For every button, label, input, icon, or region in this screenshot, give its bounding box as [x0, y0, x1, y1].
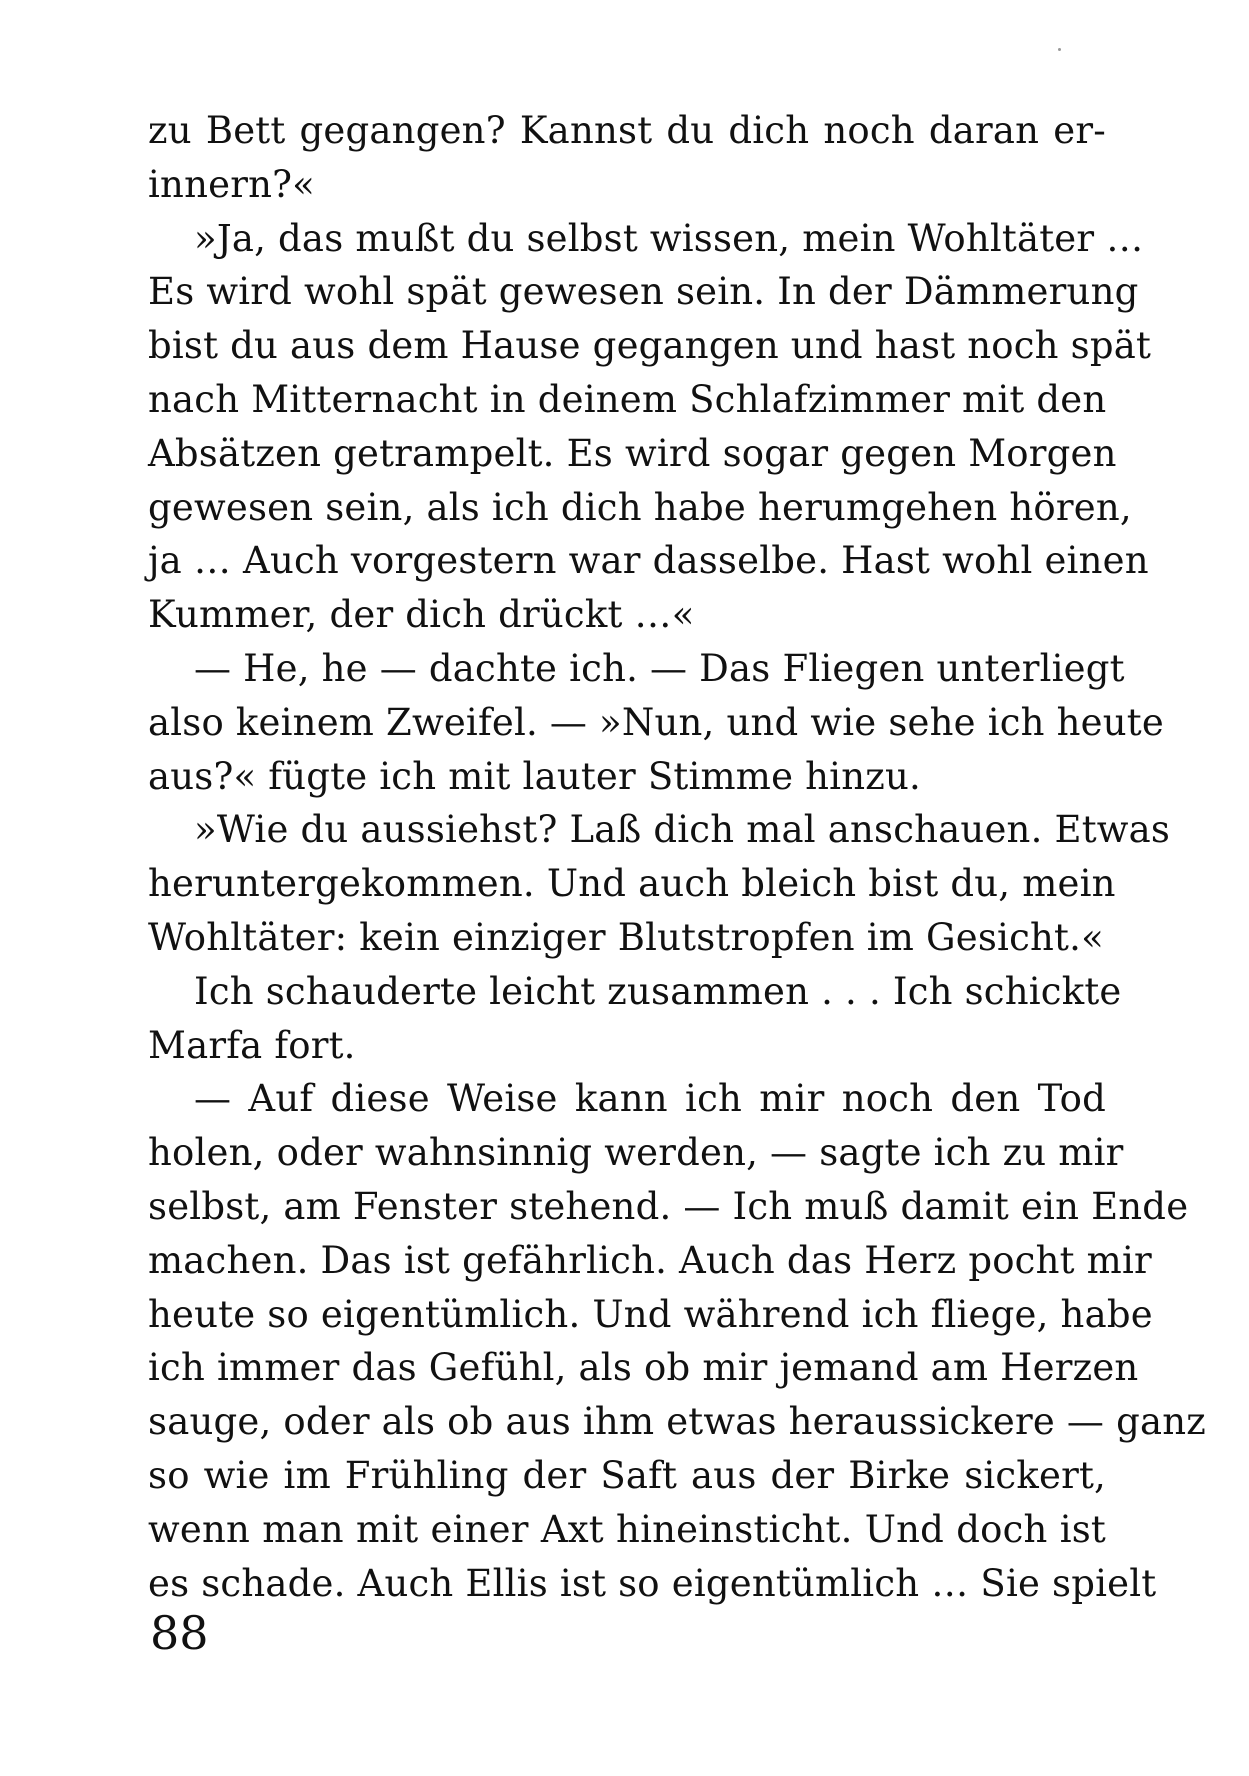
- text-line: wenn man mit einer Axt hineinsticht. Und doch ist: [148, 1507, 1106, 1551]
- text-line: aus?« fügte ich mit lauter Stimme hinzu.: [148, 754, 921, 798]
- text-line: gewesen sein, als ich dich habe herumgehen hören,: [148, 485, 1132, 529]
- text-line: — Auf diese Weise kann ich mir noch den Tod: [194, 1077, 1106, 1121]
- text-line: holen, oder wahnsinnig werden, — sagte ich zu mir: [148, 1131, 1124, 1175]
- text-line: — He, he — dachte ich. — Das Fliegen unterliegt: [194, 646, 1125, 690]
- text-line: Es wird wohl spät gewesen sein. In der Dämmerung: [148, 270, 1139, 314]
- text-line: ich immer das Gefühl, als ob mir jemand am Herzen: [148, 1346, 1139, 1390]
- text-line: heute so eigentümlich. Und während ich fliege, habe: [148, 1292, 1153, 1336]
- paper-speck: [1058, 48, 1061, 51]
- text-line: es schade. Auch Ellis ist so eigentümlich … Sie spielt: [148, 1561, 1157, 1605]
- text-line: zu Bett gegangen? Kannst du dich noch daran er-: [148, 109, 1106, 152]
- body-text: [148, 104, 1206, 1610]
- text-line: Marfa fort.: [148, 1023, 356, 1067]
- text-line: Kummer, der dich drückt …«: [148, 593, 695, 637]
- text-line: so wie im Frühling der Saft aus der Birke sickert,: [148, 1453, 1106, 1497]
- text-line: ja … Auch vorgestern war dasselbe. Hast wohl einen: [148, 539, 1149, 583]
- text-line: Wohltäter: kein einziger Blutstropfen im Gesicht.«: [148, 915, 1104, 959]
- text-line: nach Mitternacht in deinem Schlafzimmer mit den: [148, 377, 1107, 421]
- text-line: Absätzen getrampelt. Es wird sogar gegen Morgen: [148, 431, 1117, 475]
- text-line: »Wie du aussiehst? Laß dich mal anschauen. Etwas: [194, 808, 1171, 852]
- page-number: 88: [150, 1606, 209, 1660]
- text-line: also keinem Zweifel. — »Nun, und wie sehe ich heute: [148, 700, 1164, 744]
- text-line: »Ja, das mußt du selbst wissen, mein Wohltäter …: [194, 216, 1144, 260]
- text-line: machen. Das ist gefährlich. Auch das Herz pocht mir: [148, 1238, 1152, 1282]
- text-line: selbst, am Fenster stehend. — Ich muß damit ein Ende: [148, 1184, 1189, 1228]
- text-line: Ich schauderte leicht zusammen . . . Ich schickte: [194, 969, 1122, 1013]
- text-line: bist du aus dem Hause gegangen und hast noch spät: [148, 324, 1152, 368]
- text-line: sauge, oder als ob aus ihm etwas heraussickere — ganz: [148, 1400, 1206, 1444]
- text-line: heruntergekommen. Und auch bleich bist du, mein: [148, 862, 1116, 906]
- text-line: innern?«: [148, 162, 315, 206]
